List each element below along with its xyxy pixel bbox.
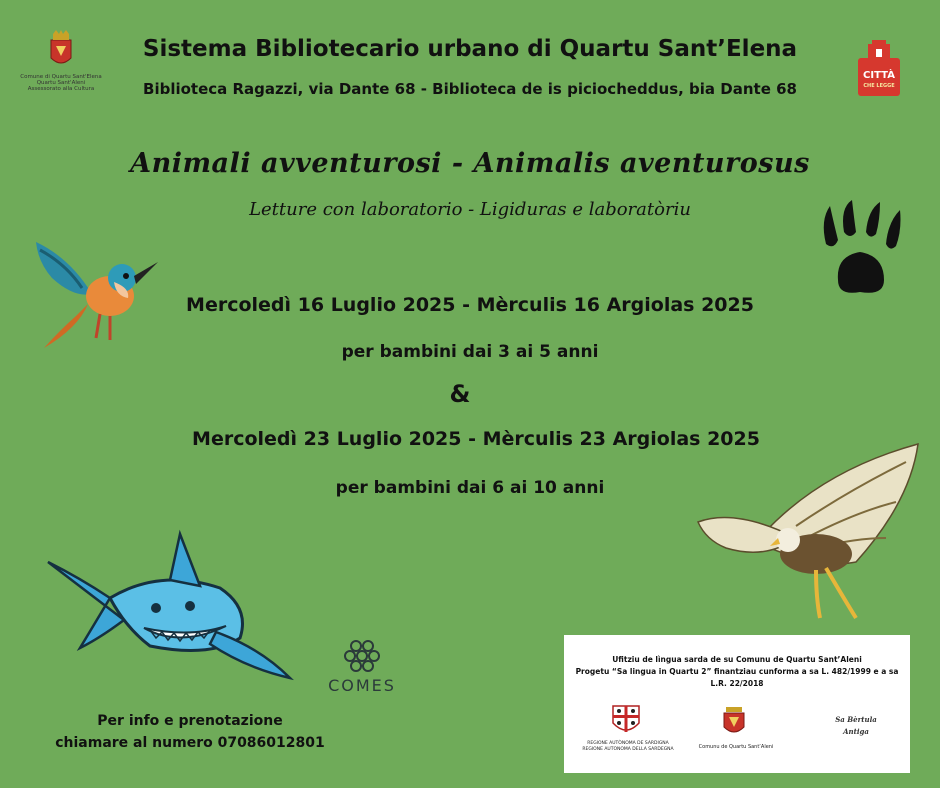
event-subtitle: Letture con laboratorio - Ligiduras e laboratòriu bbox=[249, 199, 691, 220]
comes-label: COMES bbox=[328, 676, 396, 695]
comune-logo-line2: Quartu Sant'Aleni bbox=[36, 80, 86, 86]
comunu-caption: Comunu de Quartu Sant’Aleni bbox=[698, 744, 774, 750]
comes-emblem-icon bbox=[312, 636, 412, 672]
regione-caption1: REGIONE AUTÒNOMA DE SARDIGNA bbox=[587, 741, 669, 746]
bertula-logo bbox=[826, 715, 886, 745]
event-age-1: per bambini dai 3 ai 5 anni bbox=[341, 342, 599, 362]
paw-print-icon bbox=[818, 200, 904, 300]
office-line1: Ufitziu de lìngua sarda de su Comunu de Quartu Sant’Aleni bbox=[612, 655, 862, 664]
regione-logo bbox=[582, 703, 674, 763]
bertula-line1: Sa Bèrtula bbox=[835, 715, 877, 724]
office-line2: Progetu “Sa lingua in Quartu 2” finantziau cunforma a sa L. 482/1999 e a sa bbox=[575, 667, 899, 676]
citta-logo-line1: CITTÀ bbox=[863, 70, 895, 81]
info-block bbox=[20, 710, 360, 754]
ampersand: & bbox=[449, 380, 471, 408]
comunu-crest-icon bbox=[718, 705, 750, 741]
office-line3: L.R. 22/2018 bbox=[710, 679, 764, 688]
event-title: Animali avventurosi - Animalis aventurosus bbox=[130, 148, 810, 179]
event-age-2: per bambini dai 6 ai 10 anni bbox=[335, 478, 605, 498]
sardinia-shield-icon bbox=[610, 703, 642, 739]
header-title: Sistema Bibliotecario urbano di Quartu Sant’Elena bbox=[142, 36, 798, 62]
citta-logo-line2: CHE LEGGE bbox=[863, 83, 895, 89]
comunu-logo bbox=[698, 705, 774, 765]
shark-icon bbox=[40, 528, 296, 686]
comune-logo-line3: Assessorato alla Cultura bbox=[27, 86, 95, 92]
event-date-1: Mercoledì 16 Luglio 2025 - Mèrculis 16 Argiolas 2025 bbox=[186, 294, 754, 316]
info-phone: chiamare al numero 07086012801 bbox=[55, 735, 325, 751]
bertula-line2: Antiga bbox=[843, 727, 869, 736]
comune-logo-line1: Comune di Quartu Sant'Elena bbox=[20, 74, 102, 80]
office-box bbox=[564, 635, 910, 773]
header-subtitle: Biblioteca Ragazzi, via Dante 68 - Biblioteca de is piciocheddus, bia Dante 68 bbox=[143, 80, 797, 98]
event-date-2: Mercoledì 23 Luglio 2025 - Mèrculis 23 Argiolas 2025 bbox=[192, 428, 760, 450]
eagle-icon bbox=[696, 442, 924, 622]
info-line1: Per info e prenotazione bbox=[97, 713, 283, 729]
comes-logo bbox=[312, 636, 412, 696]
regione-caption2: REGIONE AUTONOMA DELLA SARDEGNA bbox=[582, 747, 674, 752]
